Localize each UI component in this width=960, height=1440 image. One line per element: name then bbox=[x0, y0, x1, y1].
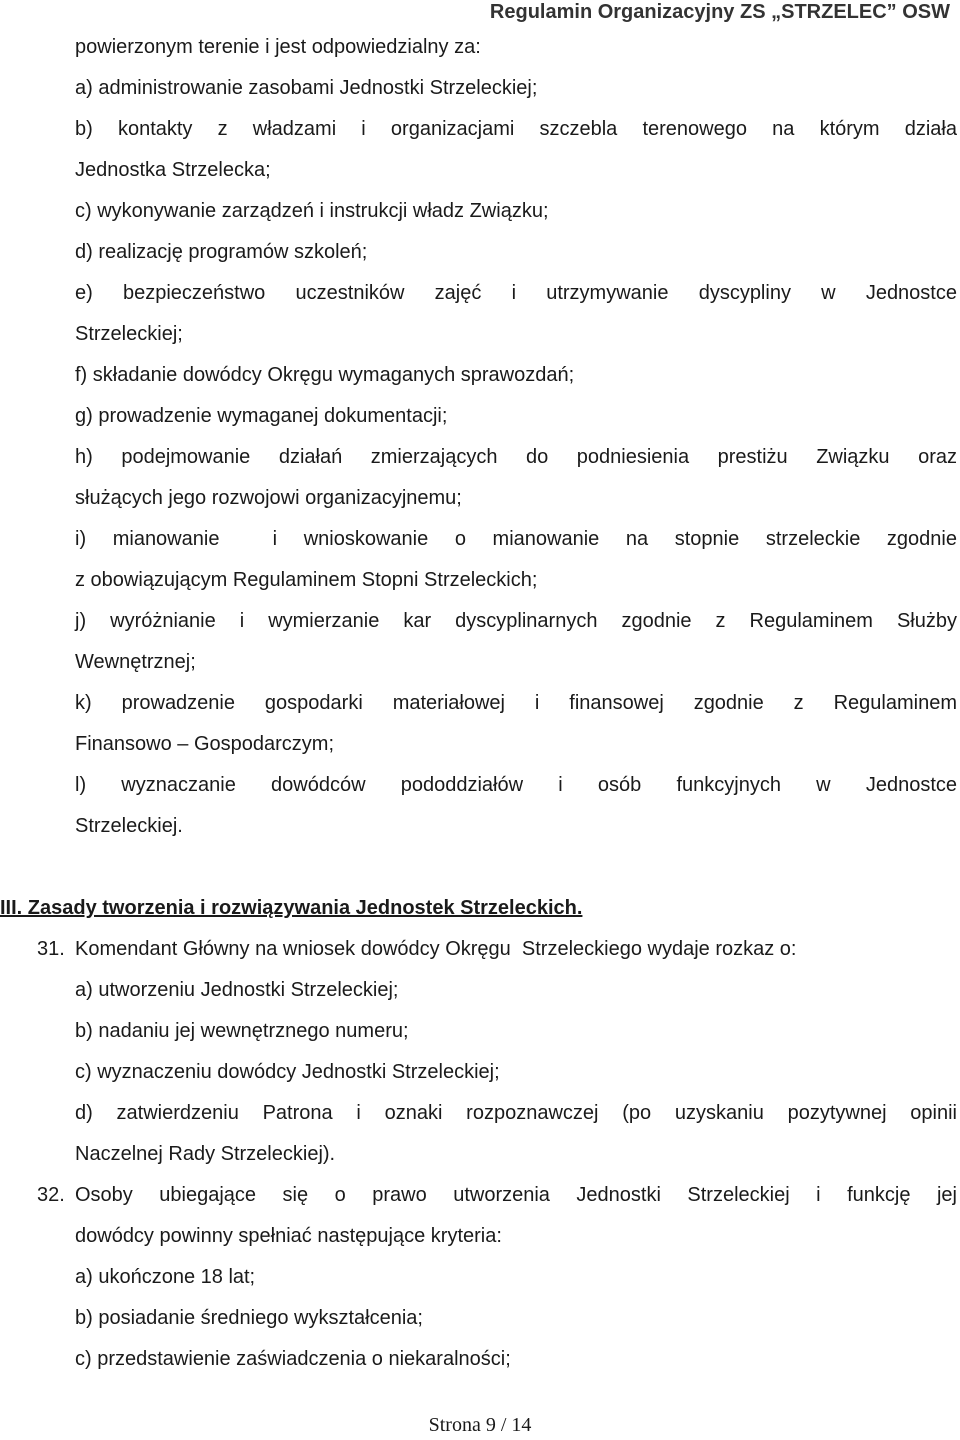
point-31 bbox=[37, 929, 957, 1175]
list-item-e: e) bezpieczeństwo uczestników zajęć i utrzymywanie dyscypliny w Jednostce bbox=[75, 282, 957, 304]
list-item-g: g) prowadzenie wymaganej dokumentacji; bbox=[75, 405, 448, 427]
point-number: 31. bbox=[37, 938, 65, 960]
point-32-item-a: a) ukończone 18 lat; bbox=[75, 1266, 256, 1288]
section-spacer bbox=[75, 847, 957, 888]
document-header-title: Regulamin Organizacyjny ZS „STRZELEC” OSW bbox=[489, 1, 950, 23]
body-line: powierzonym terenie i jest odpowiedzialny za: bbox=[75, 36, 481, 58]
list-item-a: a) administrowanie zasobami Jednostki Strzeleckiej; bbox=[75, 77, 538, 99]
point-32-item-b: b) posiadanie średniego wykształcenia; bbox=[75, 1307, 423, 1329]
list-item-d: d) realizację programów szkoleń; bbox=[75, 241, 368, 263]
list-item-i: i) mianowanie i wnioskowanie o mianowanie na stopnie strzeleckie zgodnie bbox=[75, 528, 957, 550]
list-item-i-cont: z obowiązującym Regulaminem Stopni Strzeleckich; bbox=[75, 569, 538, 591]
point-number: 32. bbox=[37, 1184, 65, 1206]
list-item-j: j) wyróżnianie i wymierzanie kar dyscyplinarnych zgodnie z Regulaminem Służby bbox=[75, 610, 957, 632]
list-item-f: f) składanie dowódcy Okręgu wymaganych sprawozdań; bbox=[75, 364, 575, 386]
list-item-b: b) kontakty z władzami i organizacjami szczebla terenowego na którym działa bbox=[75, 118, 957, 140]
list-item-j-cont: Wewnętrznej; bbox=[75, 651, 196, 673]
point-31-item-a: a) utworzeniu Jednostki Strzeleckiej; bbox=[75, 979, 399, 1001]
list-item-h-cont: służących jego rozwojowi organizacyjnemu; bbox=[75, 487, 462, 509]
list-item-l-cont: Strzeleckiej. bbox=[75, 815, 183, 837]
list-item-l: l) wyznaczanie dowódców pododdziałów i osób funkcyjnych w Jednostce bbox=[75, 774, 957, 796]
section-heading-text: III. Zasady tworzenia i rozwiązywania Jednostek Strzeleckich. bbox=[0, 897, 583, 919]
list-item-k: k) prowadzenie gospodarki materiałowej i finansowej zgodnie z Regulaminem bbox=[75, 692, 957, 714]
point-31-line: Komendant Główny na wniosek dowódcy Okręgu Strzeleckiego wydaje rozkaz o: bbox=[75, 938, 797, 960]
page-number: Strona 9 / 14 bbox=[428, 1414, 532, 1436]
point-31-item-d-cont: Naczelnej Rady Strzeleckiej). bbox=[75, 1143, 336, 1165]
document-body bbox=[0, 27, 957, 1380]
point-32 bbox=[37, 1175, 957, 1380]
point-32-item-c: c) przedstawienie zaświadczenia o niekaralności; bbox=[75, 1348, 511, 1370]
point-31-item-d: d) zatwierdzeniu Patrona i oznaki rozpoznawczej (po uzyskaniu pozytywnej opinii bbox=[75, 1102, 957, 1124]
point-32-line-cont: dowódcy powinny spełniać następujące kryteria: bbox=[75, 1225, 502, 1247]
point-31-item-c: c) wyznaczeniu dowódcy Jednostki Strzeleckiej; bbox=[75, 1061, 500, 1083]
list-item-h: h) podejmowanie działań zmierzających do podniesienia prestiżu Związku oraz bbox=[75, 446, 957, 468]
section-heading bbox=[0, 888, 882, 929]
list-item-k-cont: Finansowo – Gospodarczym; bbox=[75, 733, 335, 755]
list-item-e-cont: Strzeleckiej; bbox=[75, 323, 183, 345]
point-31-item-b: b) nadaniu jej wewnętrznego numeru; bbox=[75, 1020, 409, 1042]
point-32-line: Osoby ubiegające się o prawo utworzenia Jednostki Strzeleckiej i funkcję jej bbox=[75, 1184, 957, 1206]
list-item-c: c) wykonywanie zarządzeń i instrukcji władz Związku; bbox=[75, 200, 549, 222]
list-item-b-cont: Jednostka Strzelecka; bbox=[75, 159, 271, 181]
